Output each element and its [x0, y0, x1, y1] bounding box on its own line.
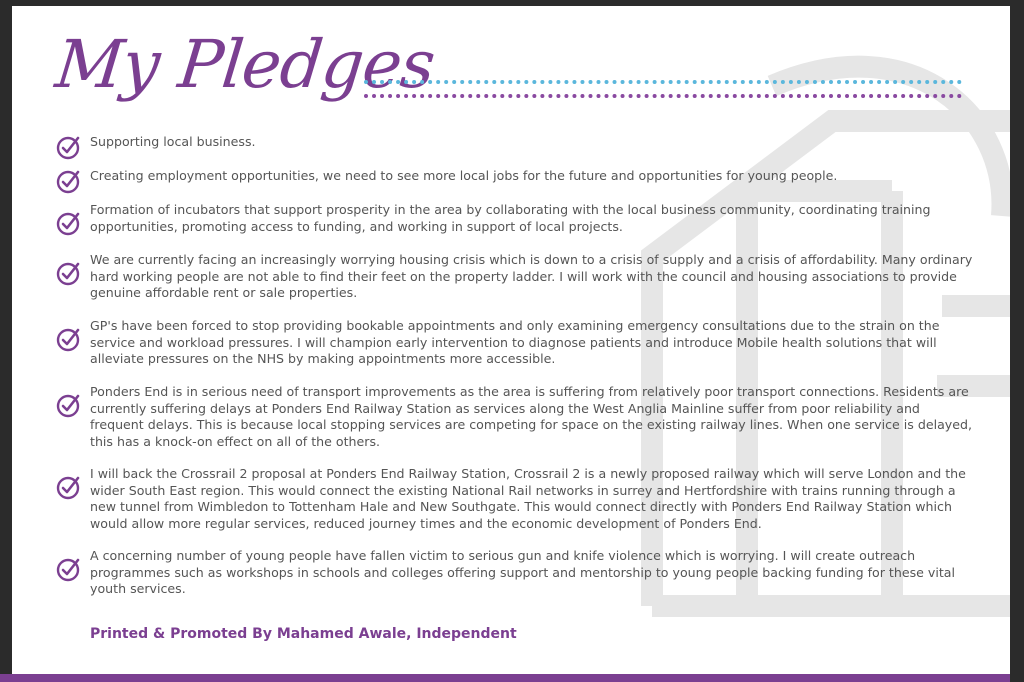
check-circle-icon — [56, 474, 82, 500]
check-circle-icon — [56, 392, 82, 418]
check-circle-icon — [56, 210, 82, 236]
pledge-text: A concerning number of young people have fallen victim to serious gun and knife violence which is worrying. I will create outreach programmes such as workshops in schools and colleges offering support and mentorship to young people backing funding for these vital youth services. — [90, 548, 955, 597]
pledge-text: GP's have been forced to stop providing bookable appointments and only examining emergency consultations due to the strain on the service and workload pressures. I will champion early intervention to diagnose patients and introduce Mobile health solutions that will alleviate pressures on the NHS by making appointments more accessible. — [90, 318, 940, 367]
leaflet-page — [12, 6, 1010, 674]
check-circle-icon — [56, 556, 82, 582]
check-circle-icon — [56, 326, 82, 352]
pledge-text: Formation of incubators that support prosperity in the area by collaborating with the local business community, coordinating training opportunities, promoting access to funding, and working in support of local projects. — [90, 202, 931, 234]
title-divider-purple — [364, 94, 962, 98]
pledge-text: We are currently facing an increasingly worrying housing crisis which is down to a crisis of supply and a crisis of affordability. Many ordinary hard working people are not able to find their feet on the property ladder. I will work with the council and housing associations to provide genuine affordable rent or sale properties. — [90, 252, 973, 301]
check-circle-icon — [56, 168, 82, 194]
check-circle-icon — [56, 134, 82, 160]
page-title: My Pledges — [52, 26, 438, 103]
check-circle-icon — [56, 260, 82, 286]
bottom-accent-bar — [0, 674, 1010, 682]
scan-border-right — [1010, 0, 1024, 682]
pledge-text: Creating employment opportunities, we need to see more local jobs for the future and opportunities for young people. — [90, 168, 838, 183]
pledge-text: Ponders End is in serious need of transport improvements as the area is suffering from relatively poor transport connections. Residents are currently suffering delays at Ponders End Railway Station as services along the West Anglia Mainline suffer from poor reliability and frequent delays. This is because local stopping services are competing for space on the existing railway lines. When one service is delayed, this has a knock-on effect on all of the others. — [90, 384, 972, 449]
imprint: Printed & Promoted By Mahamed Awale, Independent — [90, 626, 517, 642]
pledge-text: Supporting local business. — [90, 134, 256, 149]
pledge-text: I will back the Crossrail 2 proposal at Ponders End Railway Station, Crossrail 2 is a newly proposed railway which will serve London and the wider South East region. This would connect the existing National Rail networks in surrey and Hertfordshire with trains running through a new tunnel from Wimbledon to Tottenham Hale and New Southgate. This would connect directly with Ponders End Railway Station which would allow more regular services, reduced journey times and the economic development of Ponders End. — [90, 466, 966, 531]
title-divider-blue — [364, 80, 962, 84]
